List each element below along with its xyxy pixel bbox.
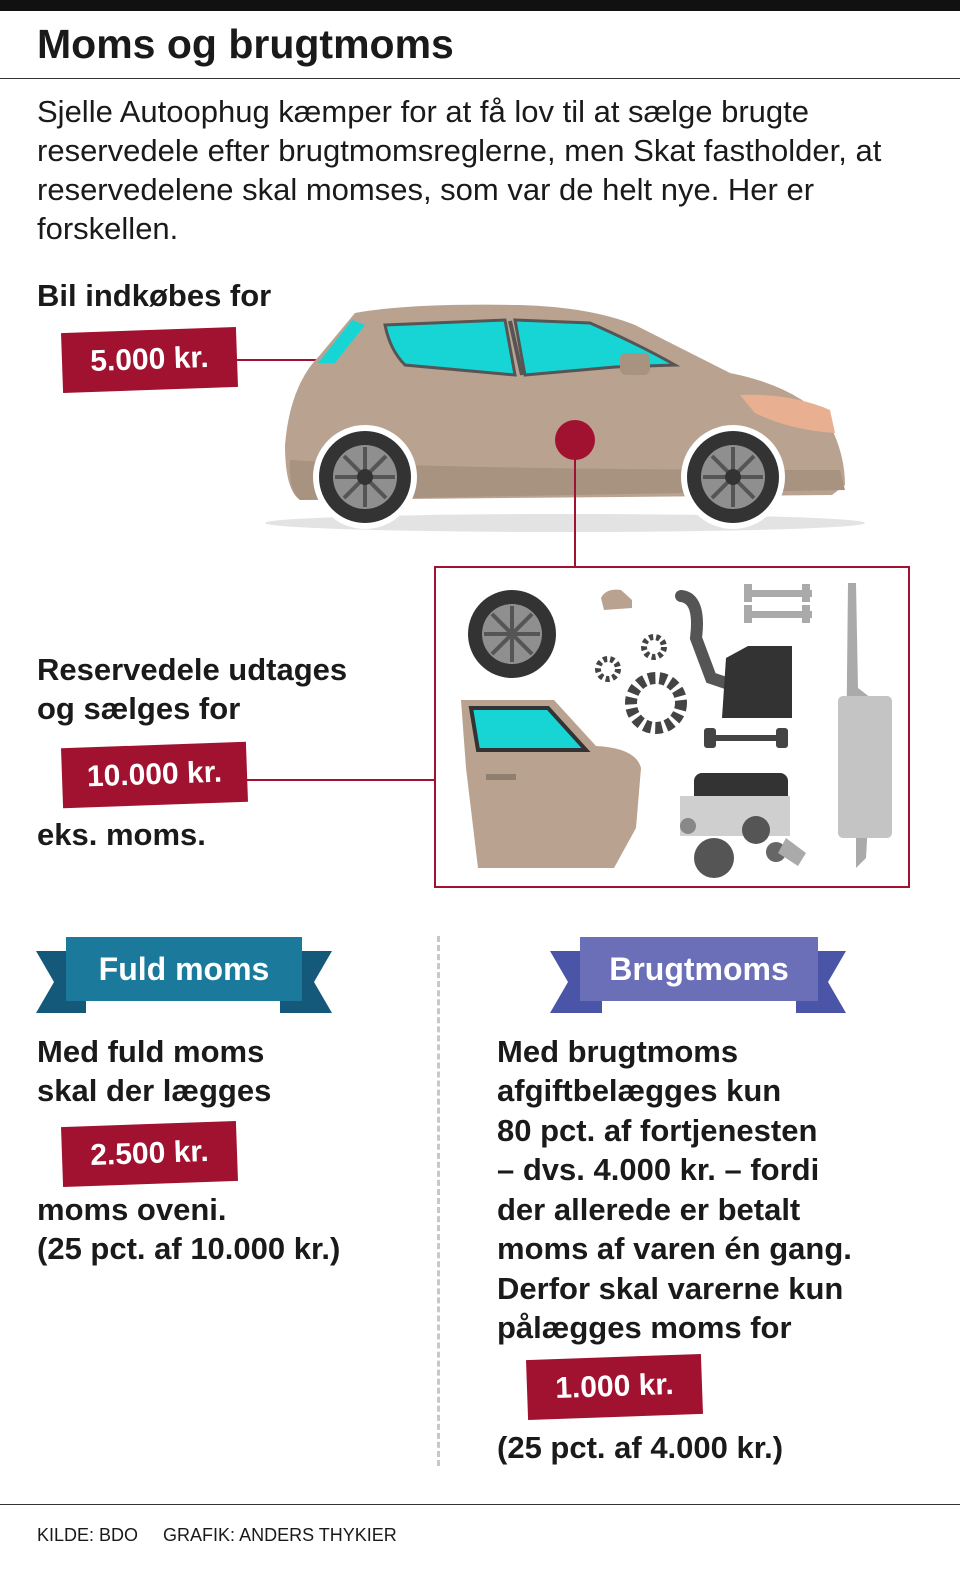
used-vat-line: Derfor skal varerne kun [497, 1271, 844, 1306]
used-vat-line: der allerede er betalt [497, 1192, 801, 1227]
parts-suffix: eks. moms. [37, 817, 206, 852]
used-vat-line: moms af varen én gang. [497, 1231, 852, 1266]
intro-text: Sjelle Autoophug kæmper for at få lov til at sælge brugte reservedele efter brugtmomsreglerne, men Skat fastholder, at reservedelene skal momses, som var de helt nye. Her er forskellen. [37, 94, 882, 246]
full-vat-price-tag [61, 1121, 238, 1187]
used-vat-line: 80 pct. af fortjenesten [497, 1113, 818, 1148]
used-vat-price: 1.000 kr. [554, 1367, 675, 1406]
used-vat-after: (25 pct. af 4.000 kr.) [497, 1430, 784, 1465]
car-price-tag [61, 327, 238, 393]
parts-label-line2: og sælges for [37, 691, 241, 726]
used-vat-line: Med brugtmoms [497, 1034, 739, 1069]
column-divider [437, 936, 440, 1466]
used-vat-line: – dvs. 4.000 kr. – fordi [497, 1152, 820, 1187]
footer [37, 1523, 417, 1547]
car-price: 5.000 kr. [89, 340, 210, 379]
used-vat-price-tag [526, 1354, 703, 1420]
full-vat-after-line1: moms oveni. [37, 1192, 227, 1227]
car-illustration [260, 295, 870, 540]
footer-source: KILDE: BDO [37, 1525, 139, 1545]
full-vat-text-line2: skal der lægges [37, 1073, 272, 1108]
footer-divider [0, 1504, 960, 1505]
page-title: Moms og brugtmoms [37, 21, 454, 67]
used-vat-line: afgiftbelægges kun [497, 1073, 782, 1108]
used-vat-line: pålægges moms for [497, 1310, 792, 1345]
parts-box [434, 566, 910, 888]
parts-price: 10.000 kr. [86, 755, 223, 794]
full-vat-after-line2: (25 pct. af 10.000 kr.) [37, 1231, 341, 1266]
title-divider [0, 78, 960, 79]
top-bar [0, 0, 960, 11]
parts-label-line1: Reservedele udtages [37, 652, 348, 687]
parts-illustration [436, 568, 908, 886]
full-vat-text-line1: Med fuld moms [37, 1034, 265, 1069]
car-label: Bil indkøbes for [37, 278, 272, 313]
parts-connector-vertical [574, 458, 576, 567]
parts-price-tag [61, 742, 248, 808]
full-vat-banner: Fuld moms [98, 950, 270, 987]
parts-price-connector [246, 779, 436, 781]
footer-credit: GRAFIK: ANDERS THYKIER [163, 1525, 397, 1545]
used-vat-banner: Brugtmoms [609, 950, 789, 987]
full-vat-price: 2.500 kr. [89, 1134, 210, 1173]
